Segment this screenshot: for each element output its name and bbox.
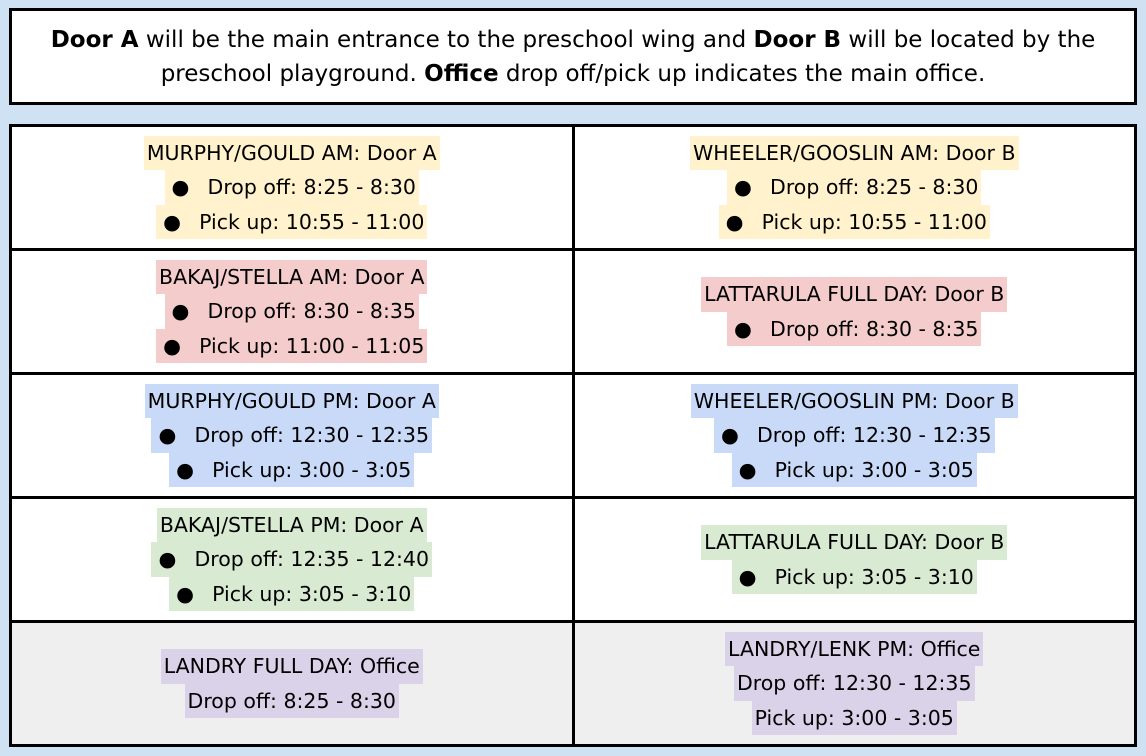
- door-a-label: Door A: [50, 26, 139, 53]
- schedule-cell-murphy-gould-am: [12, 127, 572, 248]
- schedule-cell-lattarula-full-day-drop: [575, 251, 1135, 372]
- bullet-icon: ●: [176, 581, 195, 606]
- class-title: MURPHY/GOULD PM: Door A: [145, 384, 439, 419]
- schedule-table: [9, 124, 1137, 747]
- schedule-item: Pick up: 3:00 - 3:05: [752, 701, 957, 736]
- schedule-cell-lattarula-full-day-pick: [575, 499, 1135, 620]
- schedule-cell-wheeler-gooslin-pm: [575, 375, 1135, 496]
- schedule-item: ● Drop off: 8:25 - 8:30: [727, 170, 981, 205]
- bullet-icon: ●: [734, 316, 752, 341]
- schedule-item: ● Pick up: 3:00 - 3:05: [169, 453, 414, 488]
- schedule-item: ● Drop off: 8:25 - 8:30: [165, 170, 419, 205]
- schedule-item: ● Drop off: 8:30 - 8:35: [727, 312, 981, 347]
- schedule-item: ● Pick up: 3:00 - 3:05: [732, 453, 977, 488]
- class-title: LANDRY/LENK PM: Office: [725, 632, 983, 667]
- schedule-item: ● Pick up: 3:05 - 3:10: [169, 577, 414, 612]
- bullet-icon: ●: [738, 564, 757, 589]
- schedule-cell-landry-lenk-pm: [575, 623, 1135, 744]
- schedule-item: ● Pick up: 3:05 - 3:10: [732, 560, 977, 595]
- schedule-item: ● Pick up: 10:55 - 11:00: [719, 205, 990, 240]
- class-title: WHEELER/GOOSLIN AM: Door B: [690, 136, 1019, 171]
- schedule-cell-bakaj-stella-pm: [12, 499, 572, 620]
- door-b-label: Door B: [753, 26, 842, 53]
- schedule-cell-bakaj-stella-am: [12, 251, 572, 372]
- schedule-item: ● Drop off: 8:30 - 8:35: [165, 294, 419, 329]
- class-title: BAKAJ/STELLA PM: Door A: [157, 508, 427, 543]
- schedule-cell-murphy-gould-pm: [12, 375, 572, 496]
- office-label: Office: [424, 60, 499, 87]
- bullet-icon: ●: [171, 299, 190, 324]
- bullet-icon: ●: [158, 547, 177, 572]
- schedule-cell-wheeler-gooslin-am: [575, 127, 1135, 248]
- class-title: MURPHY/GOULD AM: Door A: [144, 136, 440, 171]
- intro-text: [32, 23, 1114, 91]
- schedule-item: Drop off: 8:25 - 8:30: [185, 684, 399, 719]
- class-title: LANDRY FULL DAY: Office: [161, 649, 423, 684]
- schedule-item: Drop off: 12:30 - 12:35: [734, 666, 975, 701]
- intro-box: [9, 8, 1137, 105]
- bullet-icon: ●: [176, 457, 195, 482]
- bullet-icon: ●: [725, 209, 744, 234]
- schedule-item: ● Drop off: 12:35 - 12:40: [151, 542, 432, 577]
- bullet-icon: ●: [163, 333, 181, 358]
- bullet-icon: ●: [734, 175, 752, 200]
- bullet-icon: ●: [158, 423, 177, 448]
- bullet-icon: ●: [720, 423, 739, 448]
- class-title: LATTARULA FULL DAY: Door B: [701, 277, 1007, 312]
- class-title: LATTARULA FULL DAY: Door B: [701, 525, 1007, 560]
- schedule-item: ● Pick up: 10:55 - 11:00: [156, 205, 427, 240]
- intro-text-part-1: will be the main entrance to the preschool wing and: [138, 26, 754, 53]
- schedule-item: ● Pick up: 11:00 - 11:05: [156, 329, 427, 364]
- schedule-item: ● Drop off: 12:30 - 12:35: [151, 418, 432, 453]
- class-title: BAKAJ/STELLA AM: Door A: [156, 260, 427, 295]
- schedule-cell-landry-full-day: [12, 623, 572, 744]
- bullet-icon: ●: [738, 457, 757, 482]
- class-title: WHEELER/GOOSLIN PM: Door B: [691, 384, 1018, 419]
- bullet-icon: ●: [163, 209, 181, 234]
- intro-text-part-2: will be located by the preschool playground.: [160, 26, 1096, 87]
- schedule-item: ● Drop off: 12:30 - 12:35: [714, 418, 995, 453]
- intro-text-part-3: drop off/pick up indicates the main office.: [498, 60, 986, 87]
- bullet-icon: ●: [171, 175, 190, 200]
